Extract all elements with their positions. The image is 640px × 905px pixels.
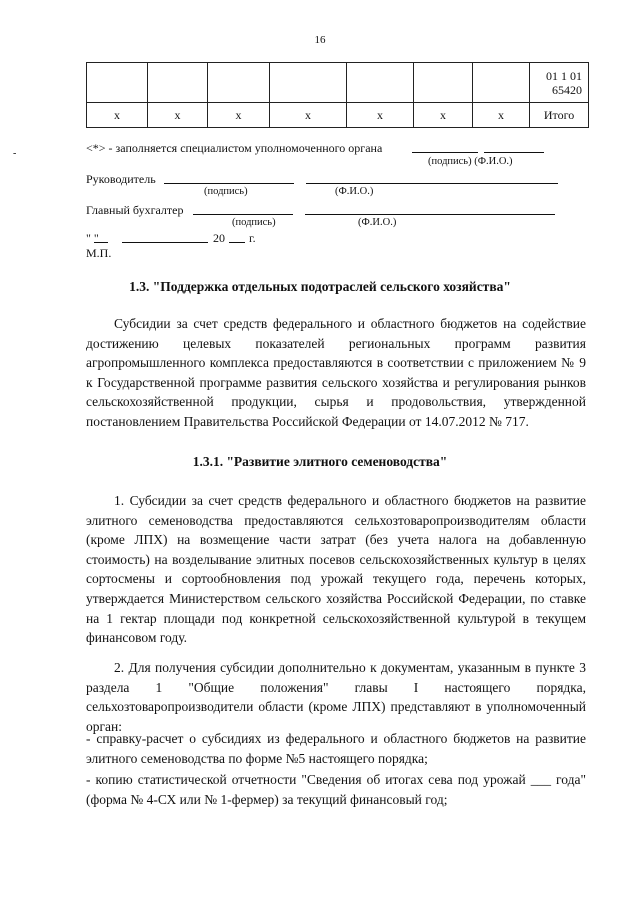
section-1-3-paragraph: Субсидии за счет средств федерального и областного бюджетов на содействие достижению целевых показателей региональных программ развития агропромышленного комплекса предоставляются в соответствии с приложением № 9 к Государственной программе развития сельского хозяйства и регулирования рынков сельскохозяйственной продукции, сырья и продовольствия, утвержденной постановлением Правительства Российской Федерации от 14.07.2012 № 717. <box>86 316 586 429</box>
empty-cell <box>148 63 208 103</box>
section-1-3-1-bullet-1: - справку-расчет о субсидиях из федерального и областного бюджетов на развитие элитного семеноводства по форме №5 настоящего порядка; <box>86 731 586 766</box>
page-number: 16 <box>314 34 326 46</box>
stamp-label: М.П. <box>86 246 112 260</box>
empty-cell <box>414 63 473 103</box>
section-1-3-1-item-1: 1. Субсидии за счет средств федерального и областного бюджетов на развитие элитного семеноводства предоставляются сельхозтоваропроизводителям области (кроме ЛПХ) на возмещение части затрат (без учета налога на добавленную стоимость) на возделывание элитных посевов сельскохозяйственных культур в целях сортосмены и сортообновления под урожай текущего года, перечень которых, утверждается Министерством сельского хозяйства Российской Федерации, по ставке на 1 гектар площади под конкретной сельскохозяйственной культурой в текущем финансовом году. <box>86 493 586 646</box>
head-name-line <box>306 183 558 184</box>
section-1-3-1-item-2: 2. Для получения субсидии дополнительно к документам, указанным в пункте 3 раздела 1 "Общие положения" главы I настоящего порядка, сельхозтоваропроизводители области (кроме ЛПХ) представляют в уполномоченный орган: <box>86 660 586 734</box>
accountant-name-line <box>305 214 555 215</box>
margin-mark: - <box>13 148 17 159</box>
x-mark-cell: х <box>270 103 347 128</box>
x-mark-cell: х <box>473 103 530 128</box>
report-table-fragment <box>86 62 589 128</box>
date-year-line <box>229 242 245 243</box>
section-1-3-1-title: 1.3.1. "Развитие элитного семеноводства" <box>192 454 448 469</box>
x-mark-cell: х <box>87 103 148 128</box>
footnote-text: <*> - заполняется специалистом уполномоченного органа <box>86 141 383 155</box>
footnote-name-line <box>484 152 544 153</box>
accountant-signature-line <box>193 214 293 215</box>
date-prefix: " " <box>86 231 99 245</box>
x-mark-cell: х <box>347 103 414 128</box>
accountant-signature-caption: (подпись) <box>232 217 276 228</box>
head-label: Руководитель <box>86 172 156 186</box>
head-signature-line <box>164 183 294 184</box>
accountant-label: Главный бухгалтер <box>86 203 184 217</box>
empty-cell <box>270 63 347 103</box>
empty-cell <box>347 63 414 103</box>
date-month-line <box>122 242 208 243</box>
table-row-total <box>87 103 589 128</box>
section-1-3-1-bullet-2: - копию статистической отчетности "Сведения об итогах сева под урожай ___ года" (форма № 4-СХ или № 1-фермер) за текущий финансовый год; <box>86 772 586 807</box>
footnote-signature-line <box>412 152 478 153</box>
empty-cell <box>87 63 148 103</box>
budget-code-cell <box>530 63 589 103</box>
empty-cell <box>208 63 270 103</box>
empty-cell <box>473 63 530 103</box>
budget-code-line1: 01 1 01 <box>546 68 582 83</box>
total-label-cell: Итого <box>530 103 589 128</box>
head-name-caption: (Ф.И.О.) <box>335 186 374 197</box>
section-1-3-title: 1.3. "Поддержка отдельных подотраслей сельского хозяйства" <box>129 279 511 294</box>
x-mark-cell: х <box>208 103 270 128</box>
head-signature-caption: (подпись) <box>204 186 248 197</box>
x-mark-cell: х <box>414 103 473 128</box>
budget-code-line2: 65420 <box>552 82 582 97</box>
x-mark-cell: х <box>148 103 208 128</box>
accountant-name-caption: (Ф.И.О.) <box>358 217 397 228</box>
date-suffix: г. <box>249 231 256 245</box>
footnote-caption: (подпись) (Ф.И.О.) <box>428 156 513 167</box>
date-day-line <box>94 242 108 243</box>
table-row-code <box>87 63 589 103</box>
date-year: 20 <box>213 231 225 245</box>
